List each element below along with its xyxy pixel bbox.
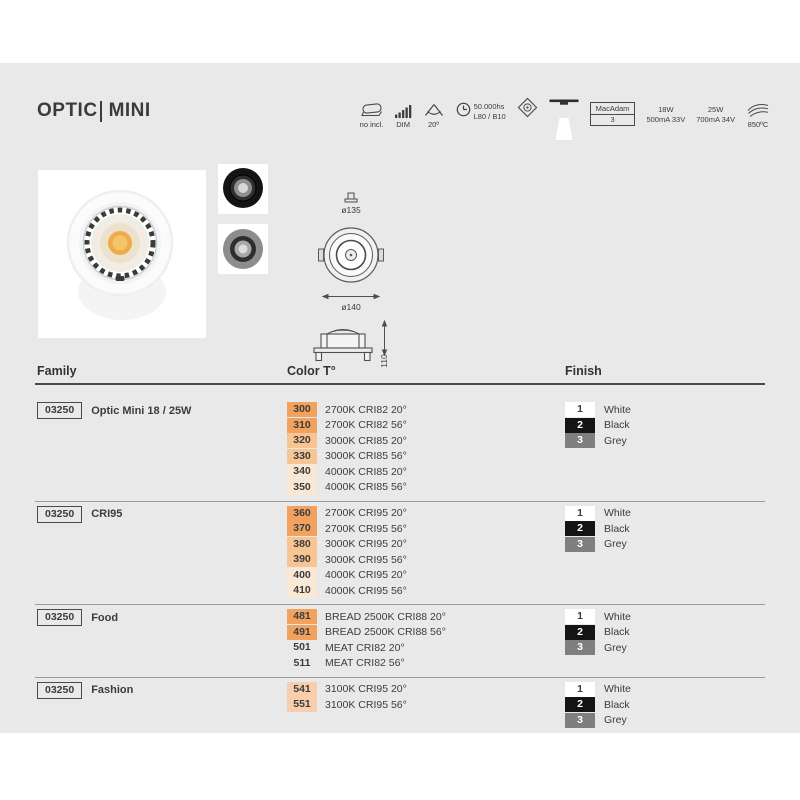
finish-label: White (604, 507, 631, 519)
finish-label: White (604, 403, 631, 416)
product-group-row (35, 502, 765, 606)
color-option-row (287, 506, 565, 521)
temp-label: 850ºC (747, 120, 769, 129)
color-code-badge: 340 (287, 464, 317, 479)
family-code: 03250 (37, 506, 82, 523)
finish-swatch: 3 (565, 713, 595, 728)
table-groups (35, 385, 765, 734)
family-name: Food (91, 611, 119, 624)
finish-option-row (565, 433, 765, 448)
finish-label: Grey (604, 641, 627, 654)
clock-icon (456, 102, 471, 117)
cutout-dimension: ø135 (341, 205, 361, 215)
finish-swatch: 3 (565, 640, 595, 655)
height-dim (377, 320, 391, 366)
color-option-row (287, 480, 565, 495)
finish-option-row (565, 640, 765, 655)
spec-lifetime (456, 102, 506, 122)
finish-swatch: 1 (565, 402, 595, 417)
finish-rows (565, 682, 765, 728)
finish-option-row (565, 402, 765, 417)
family-cell (35, 609, 287, 626)
spec-quality (517, 99, 538, 118)
diameter-dim-line (322, 292, 380, 301)
color-code-badge: 310 (287, 418, 317, 433)
color-code-badge: 300 (287, 402, 317, 417)
spec-driver (360, 99, 384, 130)
finish-swatch: 1 (565, 506, 595, 521)
family-code: 03250 (37, 609, 82, 626)
height-dim-line (380, 320, 389, 356)
spec-temperature (746, 99, 770, 130)
product-group-row (35, 605, 765, 678)
finish-label: Black (604, 522, 630, 535)
color-option-row (287, 656, 565, 671)
thumbnail-black-finish[interactable] (218, 164, 268, 214)
finish-label: White (604, 683, 631, 695)
color-desc: 3100K CRI95 56° (325, 698, 407, 711)
title-secondary: MINI (108, 100, 151, 121)
color-code-badge: 320 (287, 433, 317, 448)
height-dimension: 110 (379, 354, 389, 368)
color-option-row (287, 402, 565, 417)
color-rows (287, 506, 565, 599)
finish-option-row (565, 609, 765, 624)
title-primary: OPTIC (37, 100, 98, 121)
spec-beam (423, 99, 445, 130)
side-view-drawing (311, 324, 375, 362)
product-group-row (35, 385, 765, 502)
color-option-row (287, 609, 565, 624)
finish-label: White (604, 610, 631, 623)
spec-downlight (549, 99, 579, 140)
color-desc: MEAT CRI82 20° (325, 641, 405, 654)
finish-option-row (565, 697, 765, 712)
page-title (37, 100, 151, 122)
family-cell (35, 506, 287, 523)
color-desc: BREAD 2500K CRI88 20° (325, 610, 446, 623)
color-code-badge: 541 (287, 682, 317, 697)
spec-dim (395, 99, 412, 130)
finish-option-row (565, 418, 765, 433)
finish-rows (565, 402, 765, 448)
color-desc: 3100K CRI95 20° (325, 683, 407, 695)
finish-swatch: 2 (565, 625, 595, 640)
thumbnail-grey-finish[interactable] (218, 224, 268, 274)
color-option-row (287, 640, 565, 655)
power1-watt: 18W (658, 105, 674, 114)
color-desc: 4000K CRI95 20° (325, 569, 407, 581)
finish-option-row (565, 506, 765, 521)
finish-swatch: 3 (565, 433, 595, 448)
header-color-t: Color T° (287, 364, 336, 378)
table-header (35, 362, 765, 385)
cutout-icon (342, 192, 360, 204)
color-code-badge: 350 (287, 480, 317, 495)
finish-swatch: 2 (565, 418, 595, 433)
finish-rows (565, 506, 765, 552)
color-option-row (287, 433, 565, 448)
finish-label: Grey (604, 434, 627, 447)
dim-label: DIM (396, 120, 410, 129)
finish-label: Grey (604, 538, 627, 550)
finish-option-row (565, 625, 765, 640)
macadam-label: MacAdam (595, 104, 630, 113)
color-code-badge: 390 (287, 552, 317, 567)
color-code-badge: 400 (287, 568, 317, 583)
family-name: Fashion (91, 684, 134, 696)
finish-option-row (565, 537, 765, 552)
heat-icon (746, 99, 770, 118)
color-desc: 2700K CRI82 20° (325, 403, 407, 416)
lifetime-line1: 50.000hs (473, 102, 505, 111)
finish-swatch: 2 (565, 521, 595, 536)
power2-current: 700mA 34V (696, 115, 735, 125)
beam-angle-icon (423, 99, 445, 118)
color-code-badge: 330 (287, 449, 317, 464)
color-code-badge: 551 (287, 697, 317, 712)
family-cell (35, 402, 287, 419)
color-option-row (287, 682, 565, 697)
family-name: CRI95 (91, 508, 123, 520)
finish-swatch: 1 (565, 682, 595, 697)
color-rows (287, 402, 565, 495)
finish-label: Black (604, 419, 630, 431)
diamond-icon (517, 99, 538, 118)
diameter-dimension: ø140 (341, 302, 361, 312)
lifetime-line2: L80 / B10 (473, 112, 506, 122)
color-option-row (287, 537, 565, 552)
finish-option-row (565, 521, 765, 536)
family-code: 03250 (37, 682, 82, 699)
color-desc: 2700K CRI95 56° (325, 522, 407, 535)
color-desc: 4000K CRI95 56° (325, 584, 407, 597)
macadam-value: 3 (591, 114, 635, 125)
family-code: 03250 (37, 402, 82, 419)
color-desc: 4000K CRI85 56° (325, 481, 407, 493)
family-cell (35, 682, 287, 699)
color-code-badge: 481 (287, 609, 317, 624)
color-desc: 2700K CRI82 56° (325, 419, 407, 431)
color-code-badge: 511 (293, 656, 311, 669)
driver-label: no incl. (359, 120, 384, 129)
power2-watt: 25W (707, 105, 724, 114)
finish-swatch: 2 (565, 697, 595, 712)
family-name: Optic Mini 18 / 25W (91, 404, 192, 417)
color-option-row (287, 697, 565, 712)
header-family: Family (37, 364, 77, 378)
color-option-row (287, 418, 565, 433)
spec-power-18w (646, 105, 685, 125)
driver-icon (360, 99, 384, 118)
color-option-row (287, 464, 565, 479)
color-desc: 3000K CRI95 20° (325, 538, 407, 550)
spec-power-25w (696, 105, 735, 125)
finish-option-row (565, 713, 765, 728)
color-option-row (287, 552, 565, 567)
color-code-badge: 370 (287, 521, 317, 536)
color-option-row (287, 449, 565, 464)
color-code-badge: 410 (287, 583, 317, 598)
color-rows (287, 682, 565, 713)
beam-label: 20º (428, 120, 440, 129)
downlight-icon (549, 99, 579, 118)
macadam-box (590, 102, 636, 126)
color-code-badge: 360 (287, 506, 317, 521)
ordering-table (35, 362, 765, 734)
finish-option-row (565, 682, 765, 697)
dim-icon (395, 99, 412, 118)
color-desc: 2700K CRI95 20° (325, 507, 407, 519)
color-option-row (287, 625, 565, 640)
title-divider (100, 101, 102, 122)
color-option-row (287, 521, 565, 536)
color-code-badge: 501 (293, 641, 311, 653)
color-rows (287, 609, 565, 671)
color-option-row (287, 583, 565, 598)
color-desc: 3000K CRI95 56° (325, 553, 407, 566)
finish-label: Black (604, 626, 630, 638)
color-desc: 3000K CRI85 20° (325, 434, 407, 447)
color-desc: 3000K CRI85 56° (325, 450, 407, 462)
color-code-badge: 380 (287, 537, 317, 552)
finish-rows (565, 609, 765, 655)
product-group-row (35, 678, 765, 734)
dimension-drawings (312, 192, 390, 366)
spec-icon-strip (360, 99, 770, 140)
finish-label: Grey (604, 714, 627, 726)
downlight-beam (549, 118, 579, 140)
front-view-drawing (318, 222, 384, 288)
color-option-row (287, 568, 565, 583)
power1-current: 500mA 33V (646, 115, 686, 125)
finish-label: Black (604, 698, 630, 711)
finish-swatch: 1 (565, 609, 595, 624)
color-desc: BREAD 2500K CRI88 56° (325, 626, 446, 638)
color-code-badge: 491 (287, 625, 317, 640)
color-desc: 4000K CRI85 20° (325, 465, 407, 478)
lifetime-text (474, 102, 506, 122)
finish-swatch: 3 (565, 537, 595, 552)
product-photo-white (38, 170, 206, 338)
color-desc: MEAT CRI82 56° (325, 657, 405, 669)
header-finish: Finish (565, 364, 602, 378)
